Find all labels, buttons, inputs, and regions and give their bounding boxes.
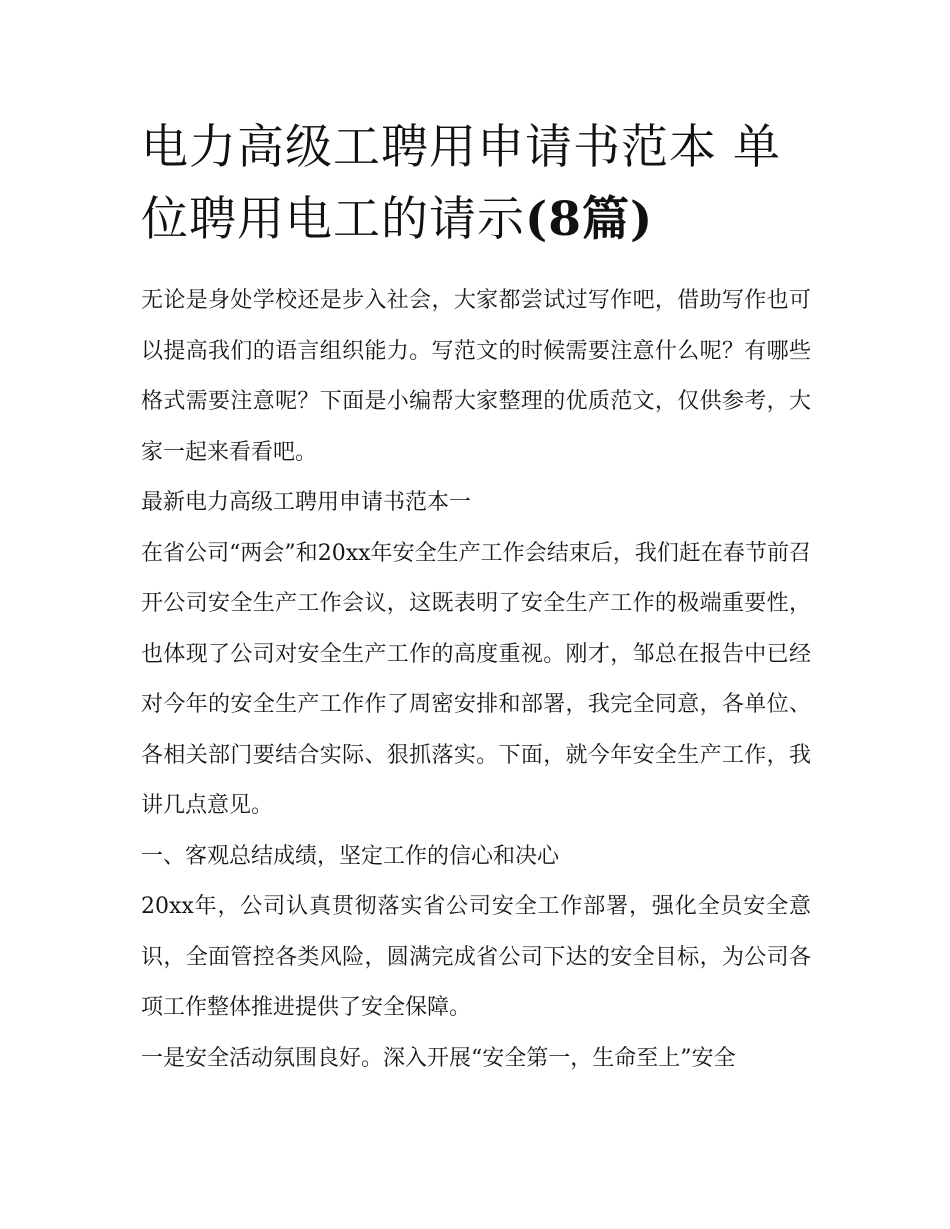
body-paragraph: 20xx年，公司认真贯彻落实省公司安全工作部署，强化全员安全意识，全面管控各类风险，圆满完成省公司下达的安全目标，为公司各项工作整体推进提供了安全保障。 <box>141 894 811 1020</box>
title-main-text: 电力高级工聘用申请书范本 单位聘用电工的请示 <box>141 120 781 247</box>
title-suffix-text: (8篇) <box>525 192 654 247</box>
body-paragraph: 一是安全活动氛围良好。深入开展“安全第一，生命至上”安全 <box>141 1045 736 1071</box>
intro-paragraph: 无论是身处学校还是步入社会，大家都尝试过写作吧，借助写作也可以提高我们的语言组织能力。写范文的时候需要注意什么呢？有哪些格式需要注意呢？下面是小编帮大家整理的优质范文，仅供参考，大家一起来看看吧。 <box>141 288 811 465</box>
body-paragraph: 在省公司“两会”和20xx年安全生产工作会结束后，我们赶在春节前召开公司安全生产工作会议，这既表明了安全生产工作的极端重要性，也体现了公司对安全生产工作的高度重视。刚才，邹总在报告中已经对今年的安全生产工作作了周密安排和部署，我完全同意，各单位、各相关部门要结合实际、狠抓落实。下面，就今年安全生产工作，我讲几点意见。 <box>141 540 811 818</box>
document-content <box>141 112 811 1084</box>
section-heading: 最新电力高级工聘用申请书范本一 <box>141 490 472 515</box>
document-title <box>141 112 811 256</box>
document-body <box>141 276 811 1084</box>
subsection-heading: 一、客观总结成绩，坚定工作的信心和决心 <box>141 843 560 869</box>
